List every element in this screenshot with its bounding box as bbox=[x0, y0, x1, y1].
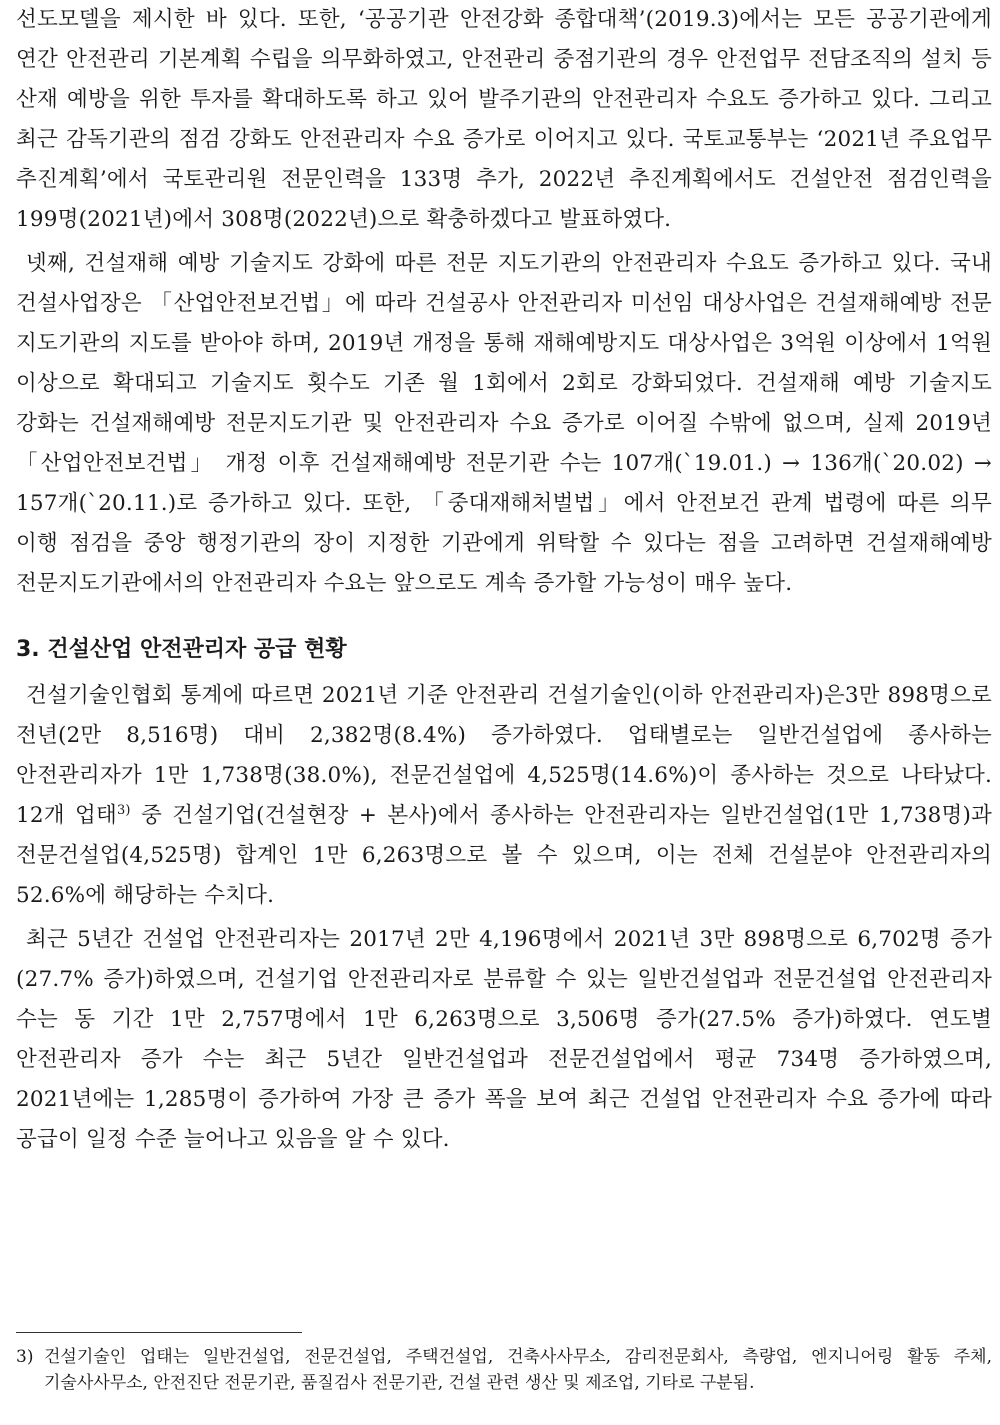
paragraph-public-agency-demand: 선도모델을 제시한 바 있다. 또한, ‘공공기관 안전강화 종합대책’(2019.3)에서는 모든 공공기관에게 연간 안전관리 기본계획 수립을 의무화하였고, 안전관리 중점기관의 경우 안전업무 전담조직의 설치 등 산재 예방을 위한 투자를 확대하도록 하고 있어 발주기관의 안전관리자 수요도 증가하고 있다. 그리고 최근 감독기관의 점검 강화도 안전관리자 수요 증가로 이어지고 있다. 국토교통부는 ‘2021년 주요업무 추진계획’에서 국토관리원 전문인력을 133명 추가, 2022년 추진계획에서도 건설안전 점검인력을 199명(2021년)에서 308명(2022년)으로 확충하겠다고 발표하였다. bbox=[16, 7, 992, 232]
paragraph-five-year-trend: 최근 5년간 건설업 안전관리자는 2017년 2만 4,196명에서 2021년 3만 898명으로 6,702명 증가(27.7% 증가)하였으며, 건설기업 안전관리자로 분류할 수 있는 일반건설업과 전문건설업 안전관리자 수는 동 기간 1만 2,757명에서 1만 6,263명으로 3,506명 증가(27.5% 증가)하였다. 연도별 안전관리자 증가 수는 최근 5년간 일반건설업과 전문건설업에서 평균 734명 증가하였으며, 2021년에는 1,285명이 증가하여 가장 큰 증가 폭을 보여 최근 건설업 안전관리자 수요 증가에 따라 공급이 일정 수준 늘어나고 있음을 알 수 있다. bbox=[16, 927, 992, 1152]
footnote-text: 건설기술인 업태는 일반건설업, 전문건설업, 주택건설업, 건축사사무소, 감리전문회사, 측량업, 엔지니어링 활동 주체, 기술사사무소, 안전진단 전문기관, 품질검사 전문기관, 건설 관련 생산 및 제조업, 기타로 구분됨. bbox=[44, 1347, 992, 1393]
section-heading: 3. 건설산업 안전관리자 공급 현황 bbox=[16, 637, 347, 662]
footnote-divider bbox=[16, 1332, 302, 1333]
paragraph-supply-statistics bbox=[16, 676, 992, 916]
paragraph-supply-text-1: 건설기술인협회 통계에 따르면 2021년 기준 안전관리 건설기술인(이하 안전관리자)은3만 898명으로 전년(2만 8,516명) 대비 2,382명(8.4%) 증가하였다. 업태별로는 일반건설업에 종사하는 안전관리자가 1만 1,738명(38.0%), 전문건설업에 4,525명(14.6%)이 종사하는 것으로 나타났다. 12개 업태 bbox=[16, 683, 992, 828]
footnote-reference[interactable]: 3) bbox=[116, 803, 131, 818]
paragraph-supply-text-2: 중 건설기업(건설현장 + 본사)에서 종사하는 안전관리자는 일반건설업(1만 1,738명)과 전문건설업(4,525명) 합계인 1만 6,263명으로 볼 수 있으며, 이는 전체 건설분야 안전관리자의 52.6%에 해당하는 수치다. bbox=[16, 803, 993, 908]
paragraph-technical-guidance-demand: 넷째, 건설재해 예방 기술지도 강화에 따른 전문 지도기관의 안전관리자 수요도 증가하고 있다. 국내 건설사업장은 「산업안전보건법」에 따라 건설공사 안전관리자 미선임 대상사업은 건설재해예방 전문 지도기관의 지도를 받아야 하며, 2019년 개정을 통해 재해예방지도 대상사업은 3억원 이상에서 1억원 이상으로 확대되고 기술지도 횟수도 기존 월 1회에서 2회로 강화되었다. 건설재해 예방 기술지도 강화는 건설재해예방 전문지도기관 및 안전관리자 수요 증가로 이어질 수밖에 없으며, 실제 2019년 「산업안전보건법」 개정 이후 건설재해예방 전문기관 수는 107개(`19.01.) → 136개(`20.02) → 157개(`20.11.)로 증가하고 있다. 또한, 「중대재해처벌법」에서 안전보건 관계 법령에 따른 의무 이행 점검을 중앙 행정기관의 장이 지정한 기관에게 위탁할 수 있다는 점을 고려하면 건설재해예방 전문지도기관에서의 안전관리자 수요는 앞으로도 계속 증가할 가능성이 매우 높다. bbox=[16, 251, 992, 596]
footnote bbox=[16, 1344, 992, 1396]
footnote-number: 3) bbox=[16, 1347, 34, 1367]
document-body bbox=[16, 0, 992, 1160]
